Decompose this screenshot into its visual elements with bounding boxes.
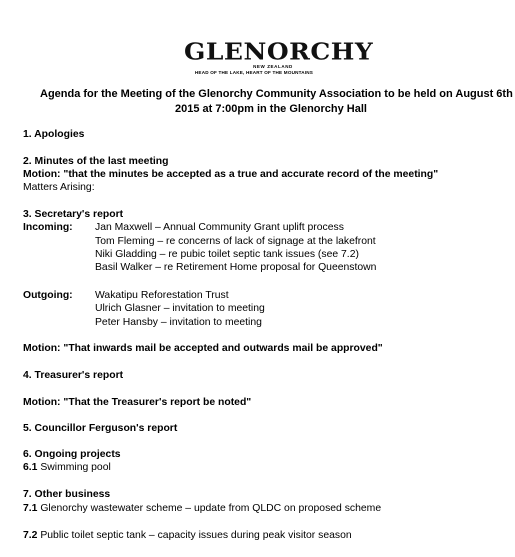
matters-arising: Matters Arising: <box>23 182 95 193</box>
treasurer-motion: Motion: "That the Treasurer's report be noted" <box>23 397 252 408</box>
councillor-heading: 5. Councillor Ferguson's report <box>23 423 178 434</box>
logo-country: NEW ZEALAND <box>253 64 293 69</box>
other-item <box>23 529 352 542</box>
item-number: 6.1 <box>23 462 38 473</box>
logo-tagline: HEAD OF THE LAKE, HEART OF THE MOUNTAINS <box>194 70 314 75</box>
item-number: 7.2 <box>23 530 38 541</box>
incoming-item: Jan Maxwell – Annual Community Grant uplift process <box>95 222 344 233</box>
minutes-heading: 2. Minutes of the last meeting <box>23 156 169 167</box>
treasurer-heading: 4. Treasurer's report <box>23 370 124 381</box>
outgoing-label: Outgoing: <box>23 290 73 301</box>
agenda-title <box>40 87 513 117</box>
ongoing-heading: 6. Ongoing projects <box>23 449 121 460</box>
item-text: Glenorchy wastewater scheme – update from QLDC on proposed scheme <box>40 503 382 514</box>
mail-motion: Motion: "That inwards mail be accepted and outwards mail be approved" <box>23 343 383 354</box>
logo-wordmark: GLENORCHY <box>184 38 374 65</box>
agenda-title-line-2: 2015 at 7:00pm in the Glenorchy Hall <box>175 103 367 115</box>
apologies-heading: 1. Apologies <box>23 129 85 140</box>
minutes-motion: Motion: "that the minutes be accepted as a true and accurate record of the meeting" <box>23 169 439 180</box>
incoming-item: Niki Gladding – re pubic toilet septic tank issues (see 7.2) <box>95 249 359 260</box>
incoming-label: Incoming: <box>23 222 73 233</box>
incoming-item: Tom Fleming – re concerns of lack of signage at the lakefront <box>95 236 376 247</box>
item-text: Swimming pool <box>40 462 111 473</box>
item-text: Public toilet septic tank – capacity issues during peak visitor season <box>40 530 352 541</box>
ongoing-item <box>23 461 111 474</box>
outgoing-item: Ulrich Glasner – invitation to meeting <box>95 303 265 314</box>
agenda-title-line-1: Agenda for the Meeting of the Glenorchy Community Association to be held on August 6th <box>40 88 513 100</box>
outgoing-item: Wakatipu Reforestation Trust <box>95 290 229 301</box>
outgoing-item: Peter Hansby – invitation to meeting <box>95 317 262 328</box>
other-item <box>23 502 381 515</box>
secretary-heading: 3. Secretary's report <box>23 209 124 220</box>
glenorchy-logo <box>184 38 374 84</box>
item-number: 7.1 <box>23 503 38 514</box>
other-business-heading: 7. Other business <box>23 489 111 500</box>
incoming-item: Basil Walker – re Retirement Home proposal for Queenstown <box>95 262 377 273</box>
